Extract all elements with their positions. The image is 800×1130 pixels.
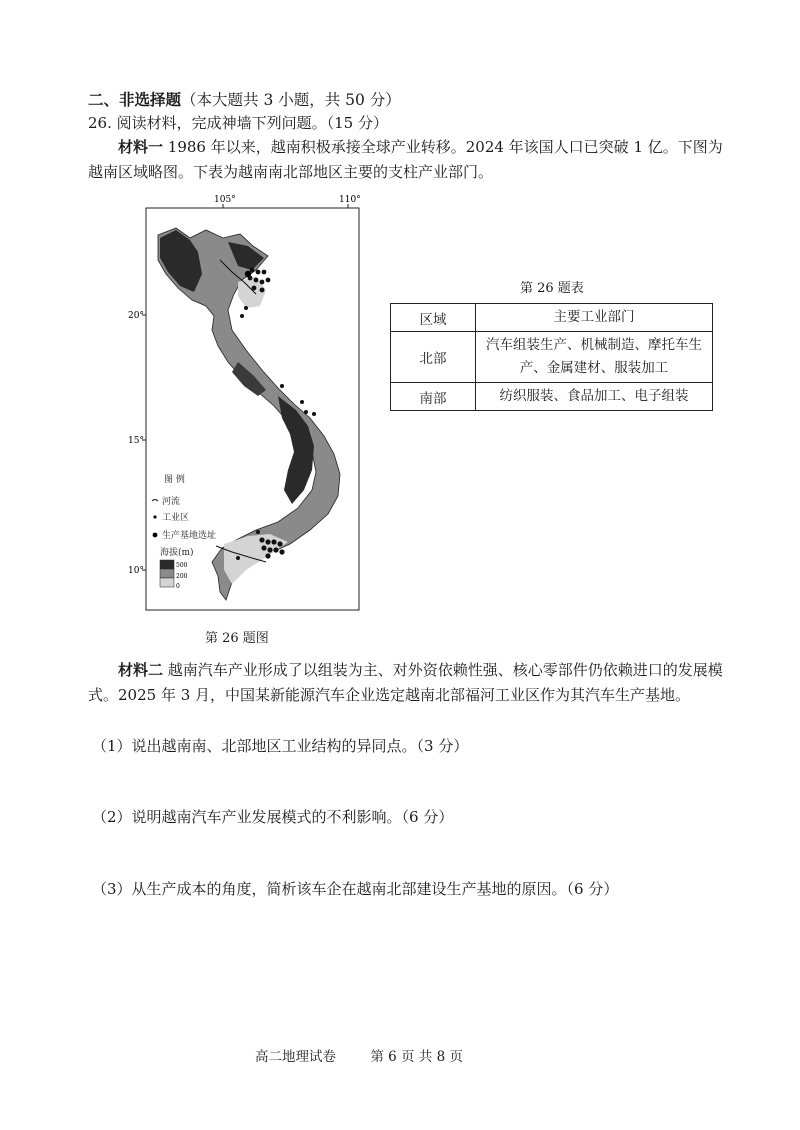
lat-label-10: 10° [128,566,144,576]
lon-label-105: 105° [214,195,236,205]
legend-elev-200: 200 [176,573,188,580]
table-caption: 第 26 题表 [520,281,584,296]
table-row [391,383,713,411]
table-header-row [391,304,713,332]
section-note: （本大题共 3 小题，共 50 分） [181,91,401,109]
legend-elev-low [160,578,174,587]
material-two-label: 材料二 [118,661,164,679]
material-one-text: 1986 年以来，越南积极承接全球产业转移。2024 年该国人口已突破 1 亿。下图为越南区域略图。下表为越南南北部地区主要的支柱产业部门。 [88,138,723,181]
production-site-marker [245,271,251,277]
table-cell-region: 南部 [391,383,476,411]
map-caption: 第 26 题图 [205,631,269,646]
lat-label-20: 20° [128,311,144,321]
subquestion-2: （2）说明越南汽车产业发展模式的不利影响。（6 分） [92,808,454,826]
lon-label-110: 110° [339,195,361,205]
material-one [88,135,728,185]
legend-site-label: 生产基地选址 [162,531,217,541]
legend-river-label: 河流 [162,497,181,507]
vietnam-map [128,190,373,630]
table-cell-sectors: 纺织服装、食品加工、电子组装 [476,383,713,411]
footer-subject: 高二地理试卷 [255,1049,336,1065]
material-two [88,658,728,708]
section-header [88,88,401,110]
footer-page: 第 6 页 共 8 页 [370,1049,463,1065]
legend-elev-0: 0 [176,583,180,590]
lat-label-15: 15° [128,436,144,446]
legend-elev-mid [160,569,174,578]
legend-elev-500: 500 [176,562,188,569]
material-two-text: 越南汽车产业形成了以组装为主、对外资依赖性强、核心零部件仍依赖进口的发展模式。2025 年 3 月，中国某新能源汽车企业选定越南北部福河工业区作为其汽车生产基地。 [88,661,723,704]
subquestion-1: （1）说出越南南、北部地区工业结构的异同点。（3 分） [92,737,469,755]
industry-table [390,303,713,411]
table-header-region: 区域 [391,304,476,332]
legend-industrial-label: 工业区 [162,513,190,523]
legend-elev-high [160,560,174,569]
page-footer [255,1045,463,1065]
material-one-label: 材料一 [118,138,164,156]
legend-title: 图 例 [164,475,185,485]
subquestion-3: （3）从生产成本的角度，简析该车企在越南北部建设生产基地的原因。（6 分） [92,880,619,898]
section-title: 二、非选择题 [88,91,182,109]
table-cell-sectors: 汽车组装生产、机械制造、摩托车生产、金属建材、服装加工 [476,332,713,383]
table-header-sectors: 主要工业部门 [476,304,713,332]
question-header: 26. 阅读材料，完成神墙下列问题。（15 分） [88,114,388,132]
legend-industrial-symbol [153,515,156,518]
table-cell-region: 北部 [391,332,476,383]
legend-site-symbol [153,533,158,538]
table-row [391,332,713,383]
legend-elevation-title: 海拔(m) [160,548,194,558]
